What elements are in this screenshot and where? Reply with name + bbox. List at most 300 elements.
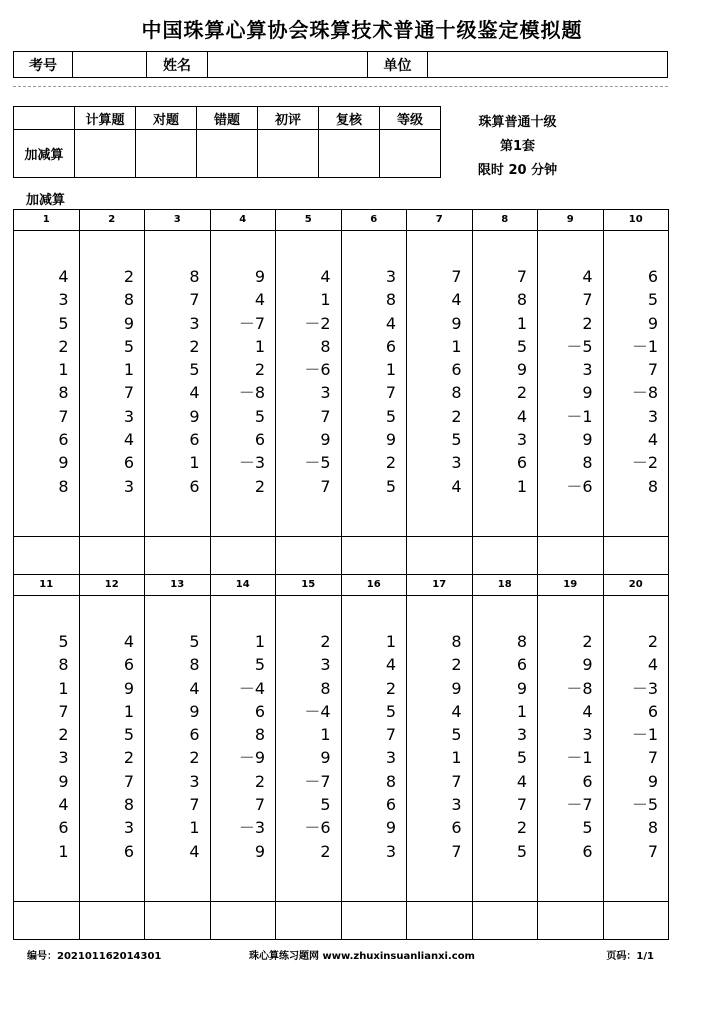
problem-grid-top: [13, 209, 669, 575]
problem-value: 4: [582, 267, 593, 286]
problem-column: [342, 210, 408, 574]
score-header: 错题: [197, 107, 258, 130]
problem-value: 2: [451, 406, 462, 426]
problem-values: [342, 630, 397, 863]
problem-value: 5: [320, 795, 331, 815]
problem-value: 9: [123, 313, 134, 333]
problem-value: 3: [516, 725, 527, 745]
problem-values: [604, 630, 659, 863]
problem-value: 7: [320, 406, 331, 426]
problem-value: 5: [189, 632, 200, 651]
problem-number: 7: [407, 210, 472, 231]
problem-value: －3: [238, 453, 265, 473]
problem-value: 2: [582, 313, 593, 333]
problem-value: 4: [254, 290, 265, 310]
score-header: 初评: [258, 107, 319, 130]
problem-value: 8: [516, 632, 527, 651]
problem-value: 8: [647, 476, 658, 496]
problem-value: 9: [582, 655, 593, 675]
problem-value: 7: [647, 360, 658, 380]
score-cell[interactable]: [197, 130, 258, 178]
score-header: 等级: [380, 107, 441, 130]
problem-value: 3: [385, 841, 396, 861]
problem-value: 3: [582, 360, 593, 380]
problem-value: 6: [385, 336, 396, 356]
problem-value: 8: [385, 771, 396, 791]
problem-number: 9: [538, 210, 603, 231]
problem-values: [80, 265, 135, 498]
level-label: 珠算普通十级: [478, 115, 557, 130]
problem-value: －1: [631, 725, 658, 745]
problem-value: 5: [451, 725, 462, 745]
problem-value: 9: [647, 771, 658, 791]
problem-column: [14, 210, 80, 574]
problem-value: 6: [254, 430, 265, 450]
score-cell[interactable]: [319, 130, 380, 178]
problem-value: 7: [647, 748, 658, 768]
answer-box[interactable]: [538, 536, 603, 575]
problem-value: 7: [254, 795, 265, 815]
answer-box[interactable]: [276, 536, 341, 575]
score-header: 复核: [319, 107, 380, 130]
problem-column: [473, 210, 539, 574]
problem-values: [145, 265, 200, 498]
problem-value: 2: [516, 818, 527, 838]
problem-value: 9: [516, 678, 527, 698]
problem-number: 8: [473, 210, 538, 231]
problem-value: 9: [189, 406, 200, 426]
problem-value: 1: [58, 360, 69, 380]
problem-value: 9: [254, 267, 265, 286]
problem-value: 2: [254, 476, 265, 496]
problem-value: 5: [123, 336, 134, 356]
problem-value: 7: [123, 771, 134, 791]
problem-value: 7: [58, 701, 69, 721]
problem-value: 1: [385, 632, 396, 651]
problem-value: －4: [238, 678, 265, 698]
problem-value: 7: [451, 771, 462, 791]
problem-value: 6: [516, 453, 527, 473]
problem-value: 9: [451, 313, 462, 333]
problem-values: [407, 630, 462, 863]
problem-values: [538, 265, 593, 498]
exam-no-field[interactable]: [73, 52, 147, 77]
problem-value: 3: [123, 818, 134, 838]
problem-value: 5: [58, 313, 69, 333]
problem-value: 4: [385, 313, 396, 333]
problem-number: 16: [342, 575, 407, 596]
problem-value: －8: [566, 678, 593, 698]
score-header: 对题: [136, 107, 197, 130]
score-row-label: 加减算: [14, 130, 75, 178]
problem-value: 8: [58, 655, 69, 675]
problem-value: 1: [516, 701, 527, 721]
set-label: 第1套: [499, 139, 536, 154]
problem-value: 5: [58, 632, 69, 651]
problem-value: 1: [516, 476, 527, 496]
problem-value: 2: [516, 383, 527, 403]
problem-value: 2: [320, 841, 331, 861]
problem-value: 8: [189, 655, 200, 675]
problem-value: 4: [647, 655, 658, 675]
problem-values: [342, 265, 397, 498]
problem-value: 2: [385, 453, 396, 473]
problem-number: 17: [407, 575, 472, 596]
problem-value: －5: [566, 336, 593, 356]
problem-column: [80, 575, 146, 939]
problem-value: 3: [582, 725, 593, 745]
problem-value: 1: [451, 336, 462, 356]
problem-value: －5: [304, 453, 331, 473]
problem-value: 7: [451, 267, 462, 286]
section-label: 加减算: [26, 193, 66, 208]
problem-value: 5: [254, 655, 265, 675]
problem-value: 9: [58, 771, 69, 791]
problem-value: 3: [58, 290, 69, 310]
problem-number: 11: [14, 575, 79, 596]
problem-value: 4: [58, 795, 69, 815]
problem-value: －8: [631, 383, 658, 403]
problem-value: 3: [58, 748, 69, 768]
problem-value: 6: [451, 818, 462, 838]
problem-value: 9: [385, 818, 396, 838]
problem-value: 4: [516, 406, 527, 426]
problem-value: －6: [304, 818, 331, 838]
problem-value: 3: [451, 795, 462, 815]
problem-value: －8: [238, 383, 265, 403]
problem-values: [538, 630, 593, 863]
problem-value: 9: [385, 430, 396, 450]
problem-value: 5: [516, 841, 527, 861]
problem-value: 1: [58, 841, 69, 861]
problem-value: 2: [58, 336, 69, 356]
problem-number: 13: [145, 575, 210, 596]
problem-value: 4: [320, 267, 331, 286]
problem-value: 4: [58, 267, 69, 286]
problem-value: 7: [582, 290, 593, 310]
problem-value: 2: [582, 632, 593, 651]
problem-values: [276, 265, 331, 498]
problem-value: 1: [385, 360, 396, 380]
problem-number: 15: [276, 575, 341, 596]
problem-value: 7: [58, 406, 69, 426]
problem-value: 7: [451, 841, 462, 861]
problem-value: 8: [582, 453, 593, 473]
problem-value: 9: [254, 841, 265, 861]
problem-value: 8: [385, 290, 396, 310]
problem-value: 2: [189, 748, 200, 768]
problem-column: [14, 575, 80, 939]
problem-column: [473, 575, 539, 939]
problem-value: 1: [58, 678, 69, 698]
problem-value: 8: [123, 290, 134, 310]
problem-value: 9: [189, 701, 200, 721]
problem-value: 5: [123, 725, 134, 745]
problem-value: 7: [320, 476, 331, 496]
problem-values: [14, 265, 69, 498]
problem-value: 4: [516, 771, 527, 791]
problem-column: [145, 210, 211, 574]
problem-value: 3: [385, 748, 396, 768]
problem-value: 8: [647, 818, 658, 838]
problem-value: 2: [385, 678, 396, 698]
problem-value: 7: [516, 795, 527, 815]
problem-values: [145, 630, 200, 863]
problem-value: －6: [304, 360, 331, 380]
answer-box[interactable]: [473, 901, 538, 940]
problem-value: 3: [516, 430, 527, 450]
problem-value: 6: [385, 795, 396, 815]
problem-column: [80, 210, 146, 574]
problem-value: 2: [58, 725, 69, 745]
problem-value: 6: [647, 267, 658, 286]
problem-value: －4: [304, 701, 331, 721]
problem-values: [407, 265, 462, 498]
problem-value: 9: [647, 313, 658, 333]
problem-value: 1: [516, 313, 527, 333]
problem-value: －2: [304, 313, 331, 333]
problem-value: 9: [451, 678, 462, 698]
problem-value: 3: [451, 453, 462, 473]
problem-value: －3: [631, 678, 658, 698]
problem-value: 2: [254, 771, 265, 791]
problem-value: 1: [123, 701, 134, 721]
problem-values: [604, 265, 659, 498]
score-cell[interactable]: [75, 130, 136, 178]
score-cell[interactable]: [380, 130, 441, 178]
problem-number: 2: [80, 210, 145, 231]
answer-box[interactable]: [276, 901, 341, 940]
problem-value: 1: [123, 360, 134, 380]
problem-value: 5: [451, 430, 462, 450]
problem-value: 5: [385, 476, 396, 496]
problem-column: [276, 210, 342, 574]
problem-number: 6: [342, 210, 407, 231]
problem-values: [211, 630, 266, 863]
answer-box[interactable]: [407, 536, 472, 575]
problem-value: 9: [582, 383, 593, 403]
answer-box[interactable]: [211, 901, 276, 940]
problem-value: 4: [385, 655, 396, 675]
problem-value: 6: [647, 701, 658, 721]
problem-value: 4: [189, 678, 200, 698]
problem-value: 7: [123, 383, 134, 403]
problem-column: [145, 575, 211, 939]
problem-value: －6: [566, 476, 593, 496]
problem-value: 4: [451, 701, 462, 721]
name-label: 姓名: [147, 52, 208, 77]
problem-value: 2: [320, 632, 331, 651]
problem-value: 4: [451, 290, 462, 310]
problem-number: 1: [14, 210, 79, 231]
problem-column: [276, 575, 342, 939]
problem-value: 9: [58, 453, 69, 473]
problem-value: 3: [320, 383, 331, 403]
answer-box[interactable]: [407, 901, 472, 940]
problem-values: [473, 630, 528, 863]
answer-box[interactable]: [211, 536, 276, 575]
problem-value: 7: [516, 267, 527, 286]
problem-value: 6: [451, 360, 462, 380]
problem-value: 4: [189, 383, 200, 403]
problem-value: 2: [647, 632, 658, 651]
problem-value: 3: [123, 476, 134, 496]
problem-value: 6: [582, 771, 593, 791]
answer-box[interactable]: [604, 536, 669, 575]
problem-value: 9: [320, 430, 331, 450]
problem-value: －9: [238, 748, 265, 768]
name-field[interactable]: [208, 52, 368, 77]
problem-value: 5: [582, 818, 593, 838]
problem-value: 6: [189, 430, 200, 450]
problem-value: －3: [238, 818, 265, 838]
problem-value: 8: [254, 725, 265, 745]
problem-value: 2: [123, 267, 134, 286]
problem-value: 4: [582, 701, 593, 721]
answer-box[interactable]: [145, 536, 210, 575]
problem-value: 7: [189, 290, 200, 310]
problem-value: 1: [254, 336, 265, 356]
problem-column: [407, 575, 473, 939]
problem-value: 7: [647, 841, 658, 861]
problem-value: 8: [58, 383, 69, 403]
problem-value: 5: [254, 406, 265, 426]
answer-box[interactable]: [80, 901, 145, 940]
problem-value: 3: [320, 655, 331, 675]
footer-page: 页码：1/1: [606, 951, 654, 962]
footer-code: 编号：202101162014301: [27, 951, 162, 962]
problem-value: 2: [123, 748, 134, 768]
problem-value: 2: [254, 360, 265, 380]
problem-value: 4: [451, 476, 462, 496]
cut-line: [13, 86, 668, 87]
problem-value: 1: [254, 632, 265, 651]
problem-value: －1: [566, 748, 593, 768]
problem-value: －1: [566, 406, 593, 426]
problem-value: 3: [385, 267, 396, 286]
problem-values: [473, 265, 528, 498]
problem-number: 14: [211, 575, 276, 596]
problem-value: －5: [631, 795, 658, 815]
problem-value: 7: [189, 795, 200, 815]
problem-value: 5: [516, 336, 527, 356]
problem-number: 20: [604, 575, 669, 596]
problem-value: 8: [189, 267, 200, 286]
answer-box[interactable]: [342, 901, 407, 940]
problem-number: 3: [145, 210, 210, 231]
score-cell[interactable]: [136, 130, 197, 178]
problem-value: 3: [189, 313, 200, 333]
exam-no-label: 考号: [14, 52, 73, 77]
problem-value: －7: [566, 795, 593, 815]
problem-number: 4: [211, 210, 276, 231]
answer-box[interactable]: [473, 536, 538, 575]
problem-value: 6: [123, 655, 134, 675]
problem-value: 8: [516, 290, 527, 310]
problem-column: [342, 575, 408, 939]
problem-value: 4: [123, 430, 134, 450]
problem-value: 6: [582, 841, 593, 861]
score-corner: [14, 107, 75, 130]
problem-values: [211, 265, 266, 498]
problem-value: 6: [123, 453, 134, 473]
problem-value: 6: [254, 701, 265, 721]
problem-column: [604, 575, 669, 939]
problem-values: [14, 630, 69, 863]
problem-value: 5: [385, 701, 396, 721]
problem-values: [276, 630, 331, 863]
problem-value: 5: [647, 290, 658, 310]
problem-value: 5: [385, 406, 396, 426]
problem-value: 8: [451, 632, 462, 651]
unit-field[interactable]: [428, 52, 667, 77]
answer-box[interactable]: [604, 901, 669, 940]
problem-value: 2: [189, 336, 200, 356]
problem-value: 9: [123, 678, 134, 698]
problem-column: [211, 210, 277, 574]
problem-value: 9: [582, 430, 593, 450]
problem-value: 6: [189, 725, 200, 745]
answer-box[interactable]: [538, 901, 603, 940]
answer-box[interactable]: [145, 901, 210, 940]
answer-box[interactable]: [80, 536, 145, 575]
problem-value: －7: [304, 771, 331, 791]
problem-value: 1: [320, 725, 331, 745]
problem-value: 8: [320, 678, 331, 698]
problem-value: 9: [320, 748, 331, 768]
problem-column: [538, 210, 604, 574]
answer-box[interactable]: [342, 536, 407, 575]
time-limit-label: 限时 20 分钟: [477, 163, 558, 178]
problem-value: －7: [238, 313, 265, 333]
problem-value: 7: [385, 725, 396, 745]
problem-value: 3: [647, 406, 658, 426]
problem-value: 6: [189, 476, 200, 496]
answer-box[interactable]: [14, 901, 79, 940]
problem-value: 9: [516, 360, 527, 380]
problem-value: 4: [123, 632, 134, 651]
problem-value: 8: [451, 383, 462, 403]
problem-value: －2: [631, 453, 658, 473]
problem-value: 5: [516, 748, 527, 768]
problem-number: 10: [604, 210, 669, 231]
unit-label: 单位: [368, 52, 428, 77]
score-table: [13, 106, 441, 178]
problem-value: 4: [189, 841, 200, 861]
problem-number: 12: [80, 575, 145, 596]
candidate-info-row: [13, 51, 668, 78]
problem-value: 7: [385, 383, 396, 403]
problem-number: 19: [538, 575, 603, 596]
problem-value: 8: [58, 476, 69, 496]
problem-value: 1: [189, 453, 200, 473]
problem-column: [538, 575, 604, 939]
problem-value: 3: [189, 771, 200, 791]
score-cell[interactable]: [258, 130, 319, 178]
problem-value: 5: [189, 360, 200, 380]
problem-value: 8: [320, 336, 331, 356]
problem-value: －1: [631, 336, 658, 356]
problem-column: [211, 575, 277, 939]
problem-value: 1: [189, 818, 200, 838]
page-title: 中国珠算心算协会珠算技术普通十级鉴定模拟题: [141, 18, 583, 42]
score-header: 计算题: [75, 107, 136, 130]
problem-value: 1: [451, 748, 462, 768]
problem-value: 1: [320, 290, 331, 310]
problem-number: 18: [473, 575, 538, 596]
problem-value: 8: [123, 795, 134, 815]
answer-box[interactable]: [14, 536, 79, 575]
